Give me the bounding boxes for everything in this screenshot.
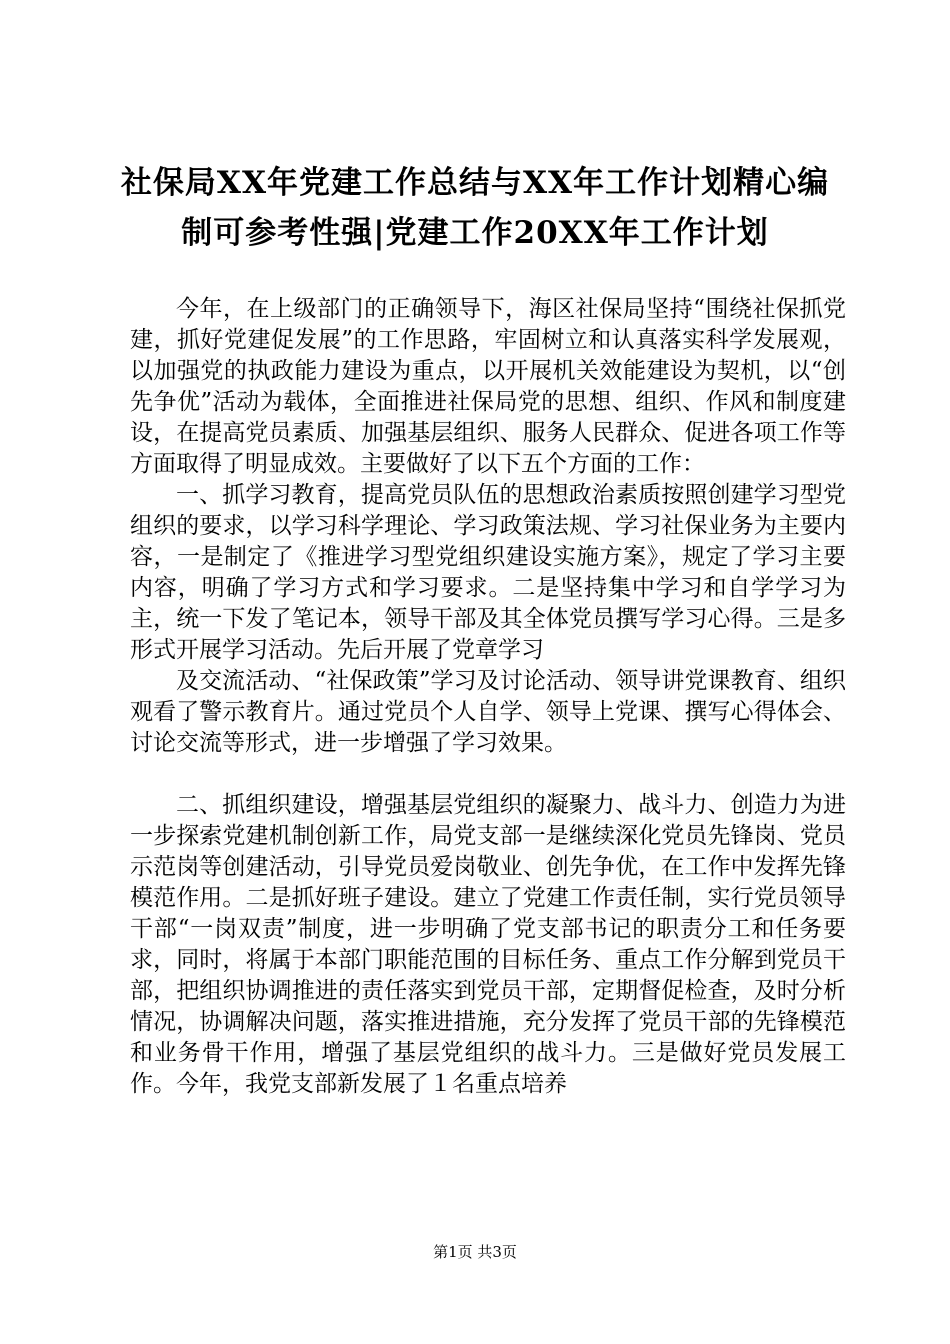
paragraph-organization-building: 二、抓组织建设，增强基层党组织的凝聚力、战斗力、创造力为进一步探索党建机制创新工作，局党支部一是继续深化党员先锋岗、党员示范岗等创建活动，引导党员爱岗敬业、创先争优，在工作中发挥先锋模范作用。二是抓好班子建设。建立了党建工作责任制，实行党员领导干部“一岗双责”制度，进一步明确了党支部书记的职责分工和任务要求，同时，将属于本部门职能范围的目标任务、重点工作分解到党员干部，把组织协调推进的责任落实到党员干部，定期督促检查，及时分析情况，协调解决问题，落实推进措施，充分发挥了党员干部的先锋模范和业务骨干作用，增强了基层党组织的战斗力。三是做好党员发展工作。今年，我党支部新发展了１名重点培养 xyxy=(130,792,846,1097)
page-number-footer: 第1页 共3页 xyxy=(433,1243,517,1261)
paragraph-study-education: 一、抓学习教育，提高党员队伍的思想政治素质按照创建学习型党组织的要求，以学习科学理论、学习政策法规、学习社保业务为主要内容，一是制定了《推进学习型党组织建设实施方案》，规定了学习主要内容，明确了学习方式和学习要求。二是坚持集中学习和自学学习为主，统一下发了笔记本，领导干部及其全体党员撰写学习心得。三是多形式开展学习活动。先后开展了党章学习 xyxy=(130,482,846,663)
document-body xyxy=(130,294,846,1100)
paragraph-study-activities: 及交流活动、“社保政策”学习及讨论活动、领导讲党课教育、组织观看了警示教育片。通过党员个人自学、领导上党课、撰写心得体会、讨论交流等形式，进一步增强了学习效果。 xyxy=(130,668,846,756)
paragraph-intro: 今年，在上级部门的正确领导下，海区社保局坚持“围绕社保抓党建，抓好党建促发展”的工作思路，牢固树立和认真落实科学发展观，以加强党的执政能力建设为重点，以开展机关效能建设为契机，以“创先争优”活动为载体，全面推进社保局党的思想、组织、作风和制度建设，在提高党员素质、加强基层组织、服务人民群众、促进各项工作等方面取得了明显成效。主要做好了以下五个方面的工作： xyxy=(130,296,846,477)
document-title: 社保局XX年党建工作总结与XX年工作计划精心编制可参考性强|党建工作20XX年工作计划 xyxy=(120,165,830,251)
